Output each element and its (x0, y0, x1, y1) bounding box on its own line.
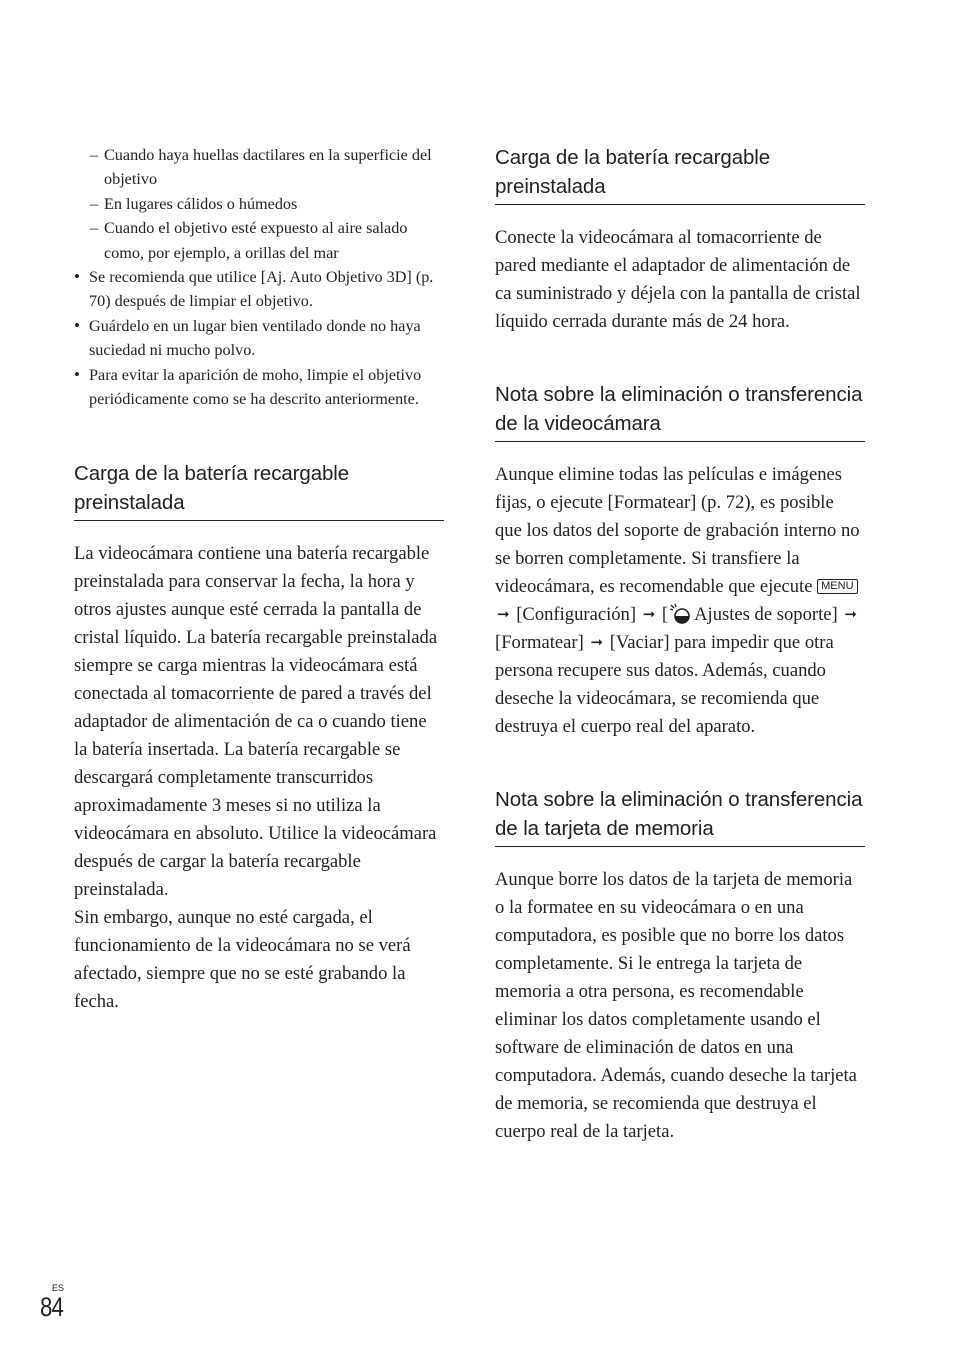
language-code: ES (52, 1283, 65, 1293)
left-column (74, 143, 444, 1016)
disposal-intro-text: Aunque elimine todas las películas e imágenes fijas, o ejecute [Formatear] (p. 72), es posible que los datos del soporte de grabación interno no se borren completamente. Si transfiere la videocámara, es recomendable que ejecute (495, 464, 860, 597)
menu-step-ajustes-de-soporte: Ajustes de soporte] (694, 604, 838, 625)
recommendation-bullet-list (74, 265, 444, 411)
arrow-right-icon: ➞ (497, 607, 510, 623)
menu-step-bracket: [ (661, 604, 669, 625)
bullet-item: • Para evitar la aparición de moho, limpie el objetivo periódicamente como se ha descrito anteriormente. (74, 363, 444, 412)
right-column (495, 143, 865, 1146)
bullet-item: • Se recomienda que utilice [Aj. Auto Objetivo 3D] (p. 70) después de limpiar el objetivo. (74, 265, 444, 314)
condition-sub-list (90, 143, 444, 265)
media-setup-icon (668, 602, 694, 624)
sub-list-item: – Cuando haya huellas dactilares en la superficie del objetivo (90, 143, 444, 192)
arrow-right-icon: ➞ (590, 635, 604, 651)
sub-list-item: – En lugares cálidos o húmedos (90, 192, 444, 216)
disposal-closing-text: para impedir que otra persona recupere sus datos. Además, cuando deseche la videocámara, se recomienda que destruya el cuerpo real del aparato. (495, 632, 834, 737)
section-heading-battery-left: Carga de la batería recargable preinstalada (74, 459, 444, 521)
arrow-right-icon: ➞ (642, 607, 656, 623)
paragraph: Sin embargo, aunque no esté cargada, el funcionamiento de la videocámara no se verá afectado, siempre que no se esté grabando la fecha. (74, 907, 411, 1013)
menu-step-configuracion: [Configuración] (516, 604, 637, 625)
section-heading-memory-card-disposal: Nota sobre la eliminación o transferencia de la tarjeta de memoria (495, 785, 865, 847)
camcorder-disposal-text (495, 461, 865, 741)
menu-button-label: MENU (817, 579, 857, 594)
paragraph: La videocámara contiene una batería recargable preinstalada para conservar la fecha, la hora y otros ajustes aunque esté cerrada la pantalla de cristal líquido. La batería recargable preinstalada siempre se carga mientras la videocámara está conectada al tomacorriente de pared a través del adaptador de alimentación de ca o cuando tiene la batería insertada. La batería recargable se descargará completamente transcurridos aproximadamente 3 meses si no utiliza la videocámara en absoluto. Utilice la videocámara después de cargar la batería recargable preinstalada. (74, 543, 438, 901)
section-heading-battery-right: Carga de la batería recargable preinstalada (495, 143, 865, 205)
menu-step-formatear: [Formatear] (495, 632, 584, 653)
battery-charge-instructions: Conecte la videocámara al tomacorriente de pared mediante el adaptador de alimentación de ca suministrado y déjela con la pantalla de cristal líquido cerrada durante más de 24 hora. (495, 227, 861, 332)
battery-description (74, 540, 444, 1016)
page-number: 84 (40, 1292, 63, 1322)
bullet-item: • Guárdelo en un lugar bien ventilado donde no haya suciedad ni mucho polvo. (74, 314, 444, 363)
arrow-right-icon: ➞ (844, 607, 857, 623)
menu-step-vaciar: [Vaciar] (609, 632, 670, 653)
memory-card-disposal-text: Aunque borre los datos de la tarjeta de memoria o la formatee en su videocámara o en una computadora, es posible que no borre los datos completamente. Si le entrega la tarjeta de memoria a otra persona, es recomendable eliminar los datos completamente usando el software de eliminación de datos en una computadora. Además, cuando deseche la tarjeta de memoria, se recomienda que destruya el cuerpo real de la tarjeta. (495, 869, 857, 1142)
sub-list-item: – Cuando el objetivo esté expuesto al aire salado como, por ejemplo, a orillas del mar (90, 216, 444, 265)
section-heading-camcorder-disposal: Nota sobre la eliminación o transferencia de la videocámara (495, 380, 865, 442)
